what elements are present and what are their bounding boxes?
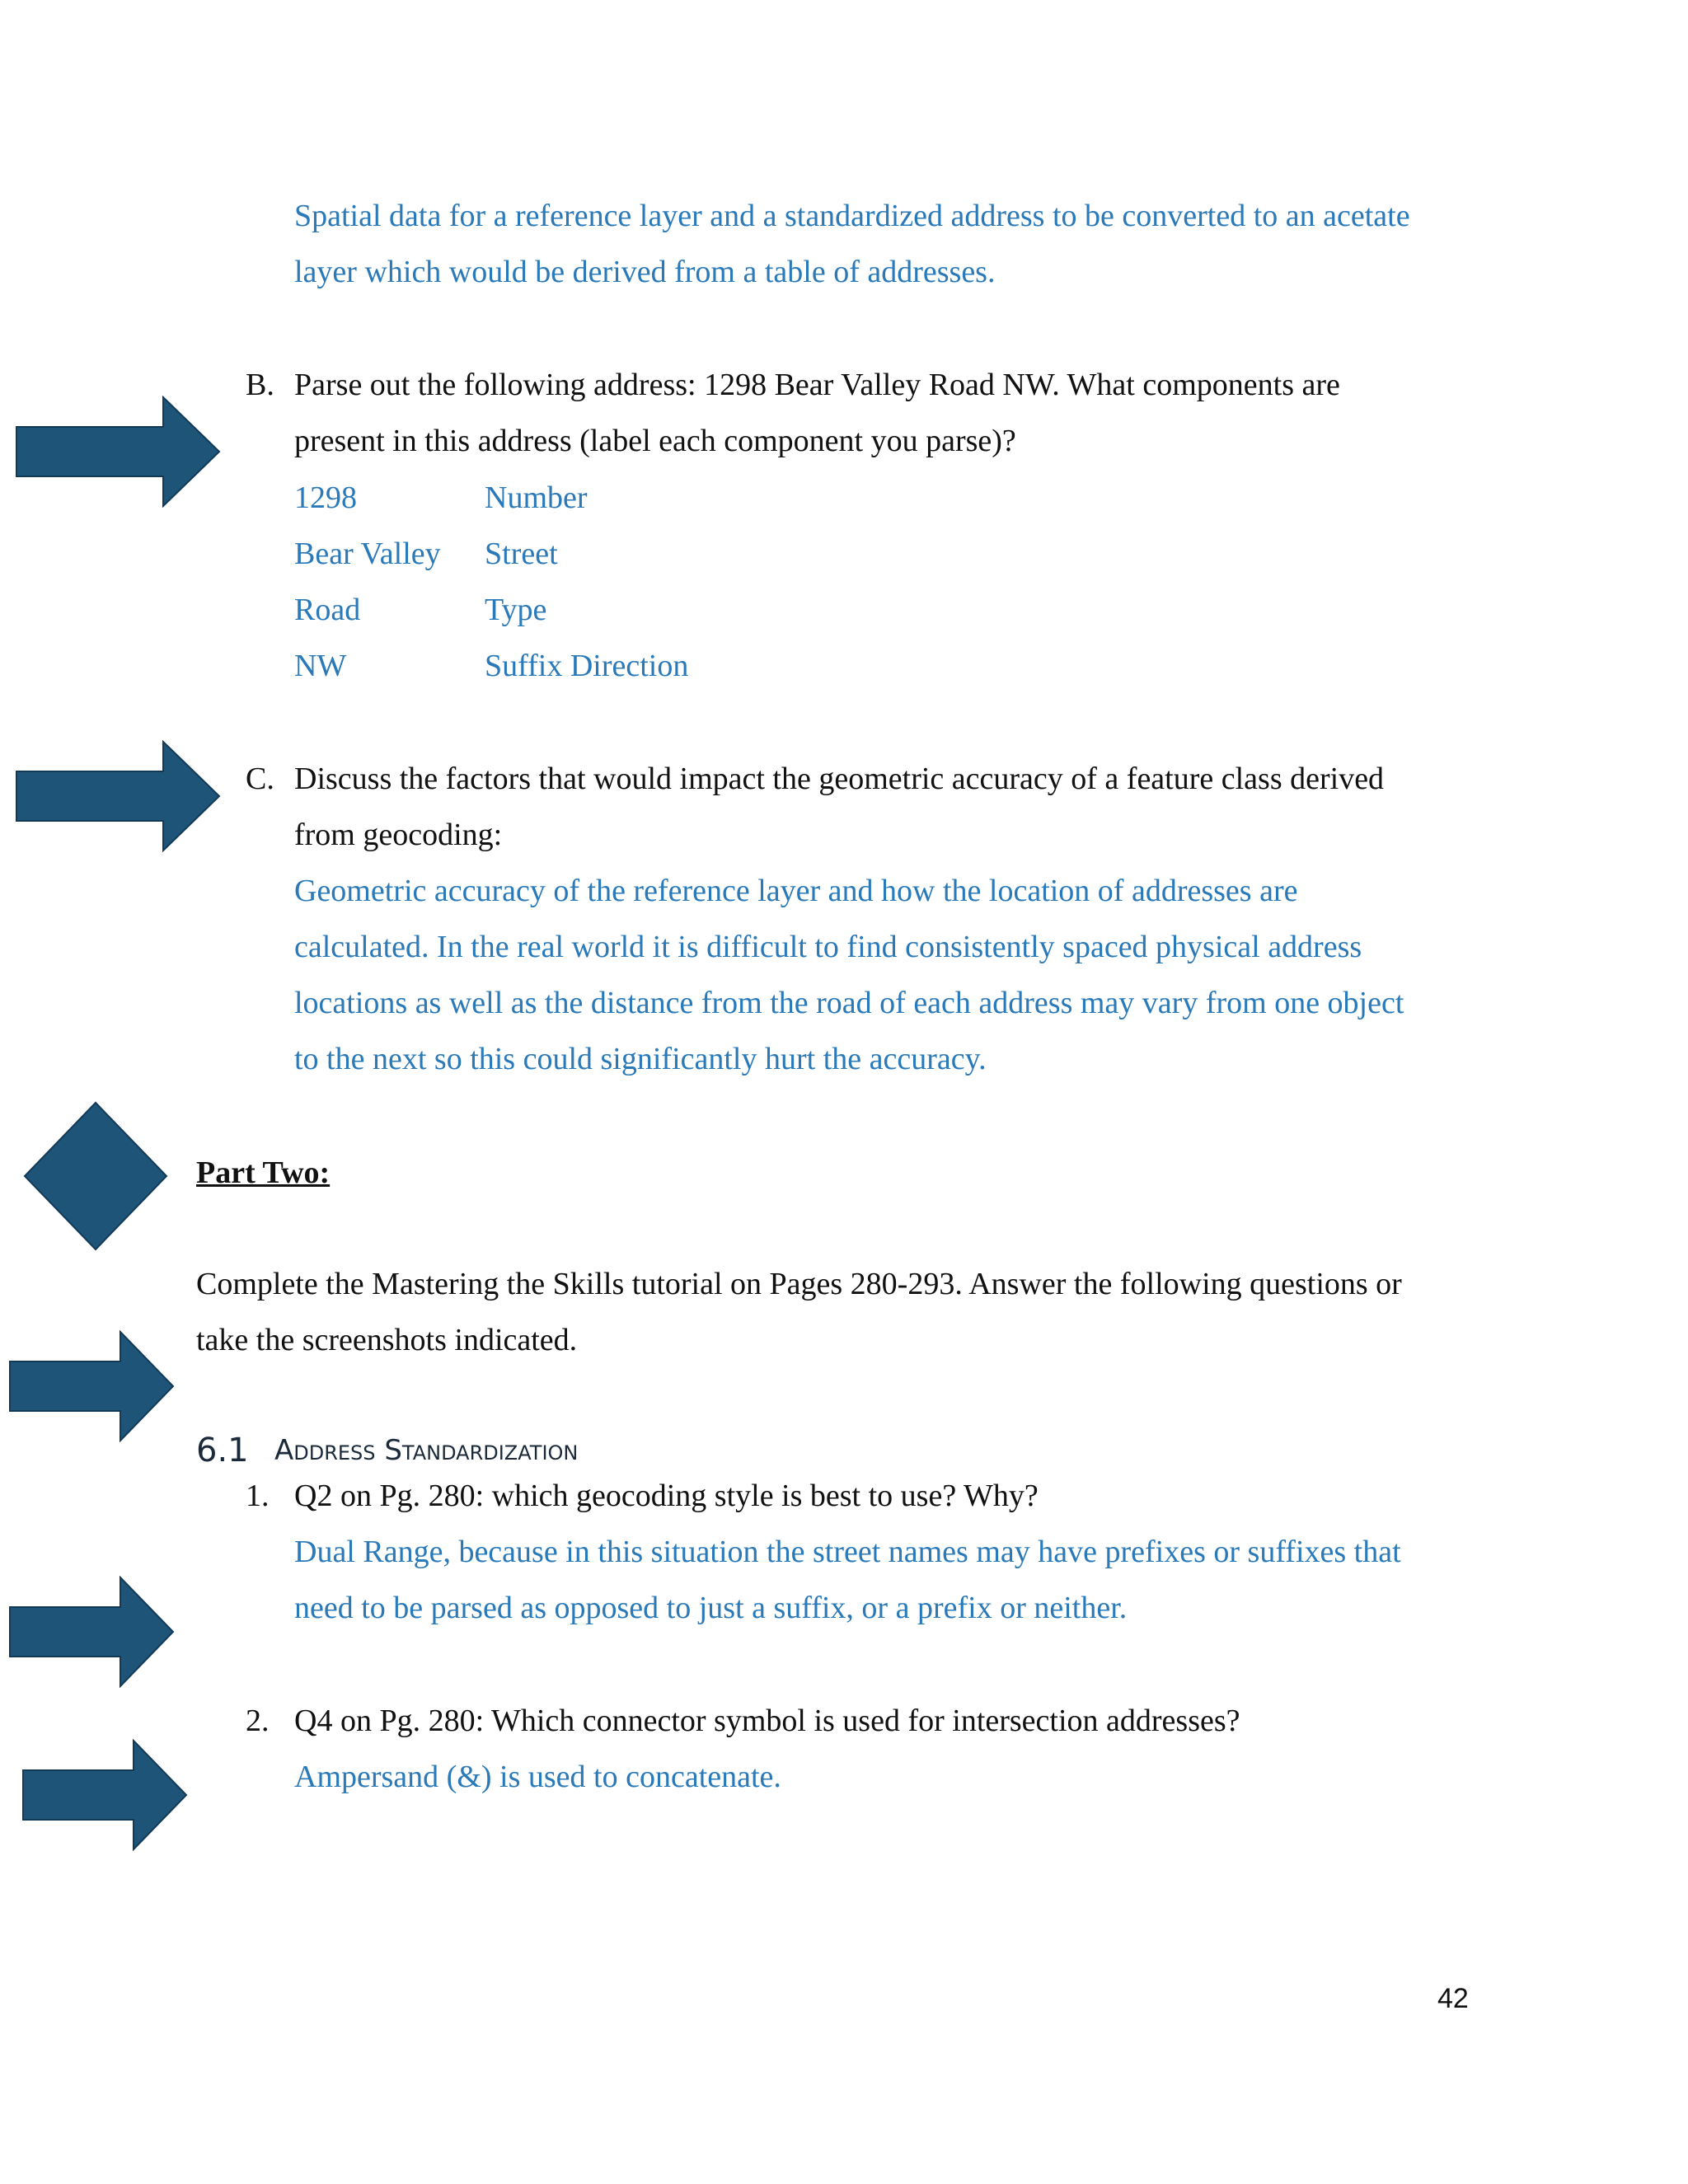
- right-arrow-icon: [15, 396, 223, 508]
- component-label: Type: [485, 593, 547, 627]
- intro-line-2: layer which would be derived from a table of addresses.: [294, 255, 996, 289]
- right-arrow-icon: [15, 740, 223, 852]
- question-c-marker: C.: [246, 762, 274, 796]
- page-number: 42: [1437, 1983, 1469, 2014]
- right-arrow-icon: [21, 1739, 188, 1851]
- diamond-icon: [23, 1101, 168, 1251]
- question-2-answer: Ampersand (&) is used to concatenate.: [294, 1760, 781, 1794]
- component-value: Bear Valley: [294, 537, 441, 571]
- part-two-line-2: take the screenshots indicated.: [196, 1323, 578, 1357]
- right-arrow-icon: [8, 1576, 175, 1688]
- component-label: Number: [485, 480, 588, 515]
- component-label: Street: [485, 537, 558, 571]
- component-label: Suffix Direction: [485, 649, 689, 683]
- component-value: NW: [294, 649, 347, 683]
- question-b-marker: B.: [246, 368, 274, 402]
- question-1-marker: 1.: [246, 1479, 270, 1513]
- part-two-line-1: Complete the Mastering the Skills tutorial on Pages 280-293. Answer the following questions or: [196, 1267, 1402, 1301]
- component-value: Road: [294, 593, 361, 627]
- question-1-text: Q2 on Pg. 280: which geocoding style is best to use? Why?: [294, 1479, 1039, 1513]
- question-c-answer-line-2: calculated. In the real world it is difficult to find consistently spaced physical address: [294, 930, 1362, 964]
- question-2-marker: 2.: [246, 1704, 270, 1738]
- question-2-text: Q4 on Pg. 280: Which connector symbol is used for intersection addresses?: [294, 1704, 1240, 1738]
- question-1-answer-line-2: need to be parsed as opposed to just a suffix, or a prefix or neither.: [294, 1591, 1128, 1625]
- question-b-line-1: Parse out the following address: 1298 Bear Valley Road NW. What components are: [294, 368, 1340, 402]
- question-c-line-2: from geocoding:: [294, 818, 503, 852]
- question-c-answer-line-4: to the next so this could significantly hurt the accuracy.: [294, 1042, 987, 1076]
- question-c-line-1: Discuss the factors that would impact the geometric accuracy of a feature class derived: [294, 762, 1385, 796]
- question-1-answer-line-1: Dual Range, because in this situation the street names may have prefixes or suffixes that: [294, 1535, 1401, 1569]
- part-two-heading: Part Two:: [196, 1155, 331, 1190]
- section-number: 6.1: [196, 1432, 249, 1469]
- component-value: 1298: [294, 480, 357, 515]
- section-title: Address Standardization: [274, 1434, 579, 1467]
- right-arrow-icon: [8, 1330, 175, 1442]
- intro-line-1: Spatial data for a reference layer and a standardized address to be converted to an acetate: [294, 199, 1410, 233]
- question-c-answer-line-1: Geometric accuracy of the reference layer and how the location of addresses are: [294, 874, 1298, 908]
- question-b-line-2: present in this address (label each component you parse)?: [294, 424, 1016, 458]
- question-c-answer-line-3: locations as well as the distance from the road of each address may vary from one object: [294, 986, 1404, 1020]
